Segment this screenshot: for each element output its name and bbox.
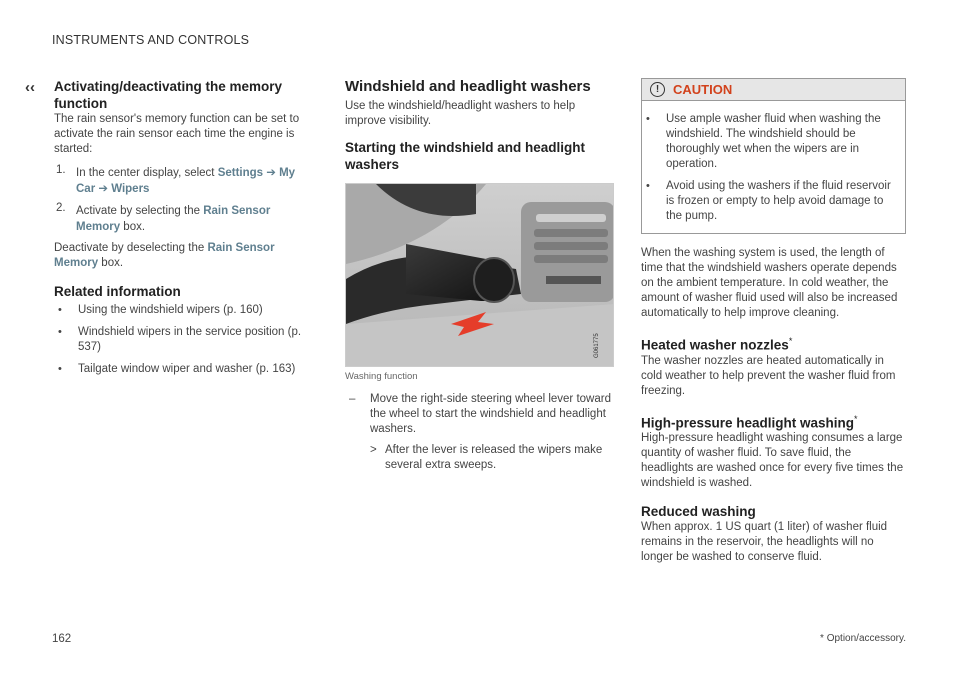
related-link-text: Using the windshield wipers (p. 160): [78, 304, 263, 316]
washers-intro: Use the windshield/headlight washers to help improve visibility.: [345, 100, 576, 127]
related-link-item[interactable]: [54, 303, 317, 318]
step-number: 2.: [56, 202, 66, 214]
heated-nozzles-title-text: Heated washer nozzles: [641, 337, 789, 353]
page-number: 162: [52, 633, 72, 645]
deactivate-pre: Deactivate by deselecting the: [54, 242, 208, 254]
heated-nozzles-text: The washer nozzles are heated automatically in cold weather to help prevent the washer fluid from freezing.: [641, 354, 896, 397]
bullet-dot: •: [58, 326, 62, 338]
related-link-text: Windshield wipers in the service position (p. 537): [78, 326, 302, 353]
caution-text: Avoid using the washers if the fluid reservoir is frozen or empty to help avoid damage to the pump.: [666, 180, 891, 222]
related-info-title: Related information: [54, 284, 181, 299]
result-text: After the lever is released the wipers make several extra sweeps.: [385, 444, 603, 471]
step-item: [345, 392, 615, 437]
bullet-dot: •: [646, 180, 650, 192]
related-info-list: [54, 303, 317, 377]
column-washers: [345, 78, 615, 473]
dash-marker: –: [349, 393, 356, 405]
warning-icon: !: [650, 82, 665, 97]
caution-list: [642, 104, 905, 233]
high-pressure-title: [641, 411, 906, 432]
step-result: [345, 443, 615, 473]
memory-function-intro: The rain sensor's memory function can be set to activate the rain sensor each time the engine is started:: [54, 113, 300, 155]
option-asterisk: *: [788, 336, 793, 346]
related-link-text: Tailgate window wiper and washer (p. 163): [78, 363, 296, 375]
deactivate-post: box.: [98, 257, 124, 269]
result-marker: >: [370, 444, 377, 456]
figure-code: G061775: [594, 333, 600, 358]
caution-item: [642, 179, 895, 224]
column-washer-details: [641, 78, 906, 565]
figure-caption: Washing function: [345, 371, 418, 382]
caution-box: [641, 78, 906, 234]
step-text: Move the right-side steering wheel lever toward the wheel to start the windshield and headlight washers.: [370, 393, 611, 435]
step-text: Activate by selecting the: [76, 205, 204, 217]
reduced-washing-text: When approx. 1 US quart (1 liter) of washer fluid remains in the reservoir, the headlights will no longer be washed to conserve fluid.: [641, 521, 888, 563]
heated-nozzles-title: [641, 333, 906, 354]
rain-sensor-memory-link[interactable]: Rain Sensor Memory: [54, 242, 275, 269]
related-link-item[interactable]: [54, 325, 317, 355]
option-footnote: * Option/accessory.: [820, 633, 906, 644]
step-text-post: box.: [120, 221, 146, 233]
caution-header: [642, 79, 905, 101]
step-item: [54, 165, 317, 197]
caution-item: [642, 112, 895, 172]
step-text: In the center display, select: [76, 167, 218, 179]
step-number: 1.: [56, 164, 66, 176]
option-asterisk: *: [854, 413, 858, 424]
reduced-washing-title: Reduced washing: [641, 504, 756, 519]
rain-sensor-memory-link[interactable]: Rain Sensor Memory: [76, 205, 271, 233]
caution-title: CAUTION: [673, 82, 733, 97]
settings-path-link[interactable]: Settings ➔ My Car ➔ Wipers: [76, 167, 296, 195]
starting-washers-title: Starting the windshield and headlight washers: [345, 140, 586, 172]
washing-function-illustration: [345, 183, 614, 367]
washing-system-paragraph: When the washing system is used, the length of time that the windshield washers operate depends on the ambient temperature. In cold weather, the amount of washer fluid used will also be increased automatically to help improve cleaning.: [641, 247, 898, 319]
memory-steps: [54, 165, 317, 235]
column-memory-function: [54, 78, 317, 384]
section-header: INSTRUMENTS AND CONTROLS: [52, 33, 250, 47]
caution-text: Use ample washer fluid when washing the windshield. The windshield should be thoroughly wet when the wipers are in operation.: [666, 113, 881, 170]
washer-steps: [345, 392, 615, 437]
step-item: [54, 203, 317, 235]
bullet-dot: •: [58, 363, 62, 375]
washers-title: Windshield and headlight washers: [345, 78, 591, 95]
steering-lever-image: [346, 184, 614, 367]
back-chevron-icon[interactable]: ‹‹: [25, 79, 35, 96]
high-pressure-title-text: High-pressure headlight washing: [641, 415, 855, 430]
related-link-item[interactable]: [54, 362, 317, 377]
high-pressure-text: High-pressure headlight washing consumes a large quantity of washer fluid. To save fluid, the headlights are washed once for every five times the windshield is washed.: [641, 432, 904, 489]
deactivate-text: [54, 241, 317, 271]
memory-function-title: Activating/deactivating the memory function: [54, 79, 283, 111]
bullet-dot: •: [58, 304, 62, 316]
bullet-dot: •: [646, 113, 650, 125]
